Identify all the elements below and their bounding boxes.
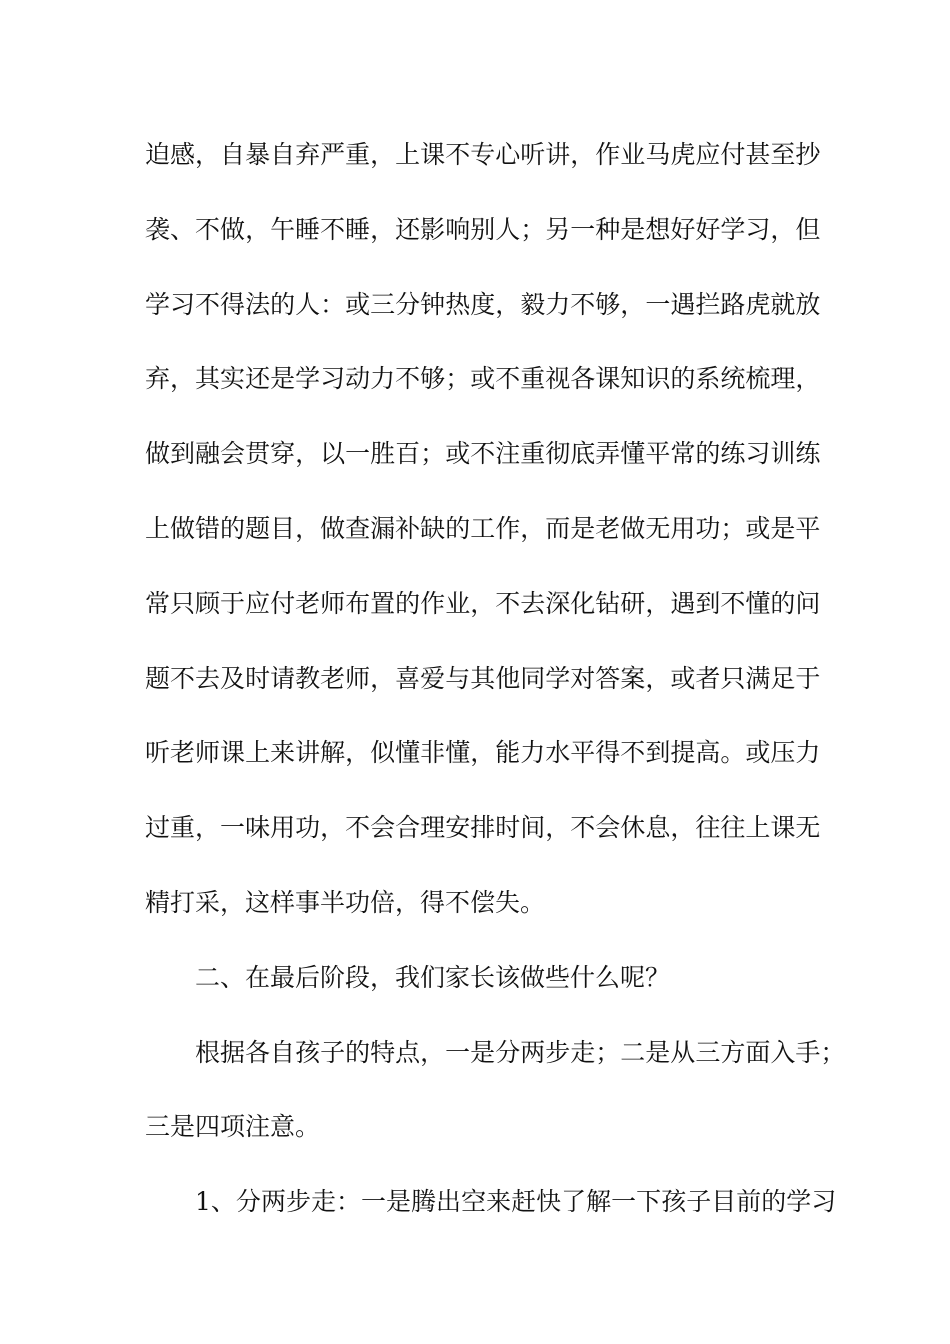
text-line bbox=[145, 1173, 837, 1248]
text-line bbox=[145, 350, 820, 425]
text-line bbox=[145, 425, 820, 500]
text-line-content: 上 做 错 的 题 目 ， 做 查 漏 补 缺 的 工 作 ， 而 是 老 做 无 用 功 ； 或 是 平 bbox=[145, 513, 821, 543]
text-line bbox=[145, 126, 820, 201]
text-line-content: 弃 ， 其 实 还 是 学 习 动 力 不 够 ； 或 不 重 视 各 课 知 识 的 系 统 梳 理 ， bbox=[145, 364, 821, 394]
text-line-content: 过 重 ， 一 味 用 功 ， 不 会 合 理 安 排 时 间 ， 不 会 休 息 ， 往 往 上 课 无 bbox=[145, 813, 821, 843]
text-line bbox=[145, 799, 820, 874]
text-line-content: 1 、 分 两 步 走 ： 一 是 腾 出 空 来 赶 快 了 解 一 下 孩 子 目 前 的 学 习 bbox=[195, 1187, 837, 1217]
text-line-content: 迫 感 ， 自 暴 自 弃 严 重 ， 上 课 不 专 心 听 讲 ， 作 业 马 虎 应 付 甚 至 抄 bbox=[145, 140, 821, 169]
text-line-content: 常 只 顾 于 应 付 老 师 布 置 的 作 业 ， 不 去 深 化 钻 研 ， 遇 到 不 懂 的 问 bbox=[145, 588, 821, 618]
text-line-content: 题 不 去 及 时 请 教 老 师 ， 喜 爱 与 其 他 同 学 对 答 案 ， 或 者 只 满 足 于 bbox=[145, 663, 821, 693]
text-line bbox=[145, 1098, 820, 1173]
text-line bbox=[145, 724, 820, 799]
text-line bbox=[145, 575, 820, 650]
text-line bbox=[145, 201, 820, 276]
text-line-content: 三是四项注意。 bbox=[145, 1112, 321, 1142]
text-line bbox=[145, 500, 820, 575]
text-line bbox=[145, 650, 820, 725]
text-line-content: 二、在最后阶段，我们家长该做些什么呢？ bbox=[195, 962, 671, 992]
text-line-content: 听 老 师 课 上 来 讲 解 ， 似 懂 非 懂 ， 能 力 水 平 得 不 到 提 高 。 或 压 力 bbox=[145, 738, 821, 768]
body-text bbox=[145, 126, 846, 1248]
text-line-content: 精打采，这样事半功倍，得不偿失。 bbox=[145, 887, 546, 917]
text-line bbox=[145, 949, 820, 1024]
text-line bbox=[145, 276, 820, 351]
text-line bbox=[145, 1024, 846, 1099]
text-line bbox=[145, 874, 820, 949]
text-line-content: 做 到 融 会 贯 穿 ， 以 一 胜 百 ； 或 不 注 重 彻 底 弄 懂 平 常 的 练 习 训 练 bbox=[145, 439, 821, 469]
text-line-content: 学 习 不 得 法 的 人 ： 或 三 分 钟 热 度 ， 毅 力 不 够 ， 一 遇 拦 路 虎 就 放 bbox=[145, 289, 821, 319]
text-line-content: 袭 、 不 做 ， 午 睡 不 睡 ， 还 影 响 别 人 ； 另 一 种 是 想 好 好 学 习 ， 但 bbox=[145, 214, 821, 244]
text-line-content: 根 据 各 自 孩 子 的 特 点 ， 一 是 分 两 步 走 ； 二 是 从 三 方 面 入 手 ； bbox=[195, 1037, 846, 1067]
